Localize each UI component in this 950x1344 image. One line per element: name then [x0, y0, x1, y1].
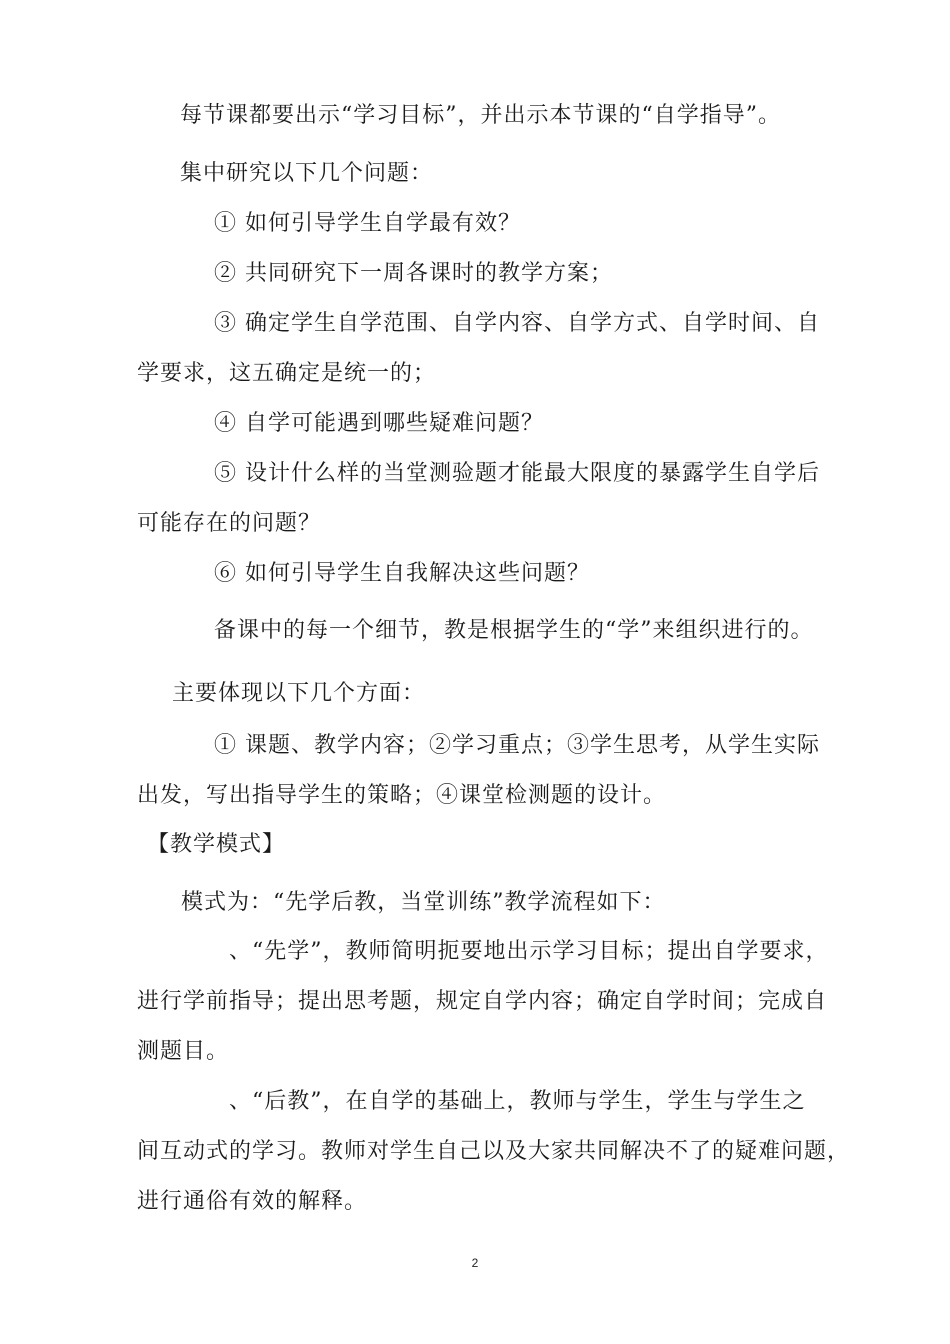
paragraph-line: 进行通俗有效的解释。 [137, 1189, 368, 1214]
paragraph-line: 主要体现以下几个方面： [172, 681, 426, 706]
section-heading: 【教学模式】 [147, 832, 286, 857]
paragraph-line: 模式为：“先学后教，当堂训练”教学流程如下： [181, 890, 666, 915]
paragraph-line: 可能存在的问题？ [137, 511, 322, 536]
paragraph-line: 、“后教”，在自学的基础上，教师与学生，学生与学生之 [229, 1089, 806, 1114]
paragraph-line: 每节课都要出示“学习目标”，并出示本节课的“自学指导”。 [180, 103, 781, 128]
page-number: 2 [471, 1256, 479, 1270]
paragraph-line: 集中研究以下几个问题： [180, 161, 434, 186]
list-item: ② 共同研究下一周各课时的教学方案； [214, 261, 613, 286]
list-item: ③ 确定学生自学范围、自学内容、自学方式、自学时间、自 [214, 311, 820, 336]
list-item: ① 课题、教学内容；②学习重点；③学生思考，从学生实际 [214, 733, 820, 758]
list-item: ⑥ 如何引导学生自我解决这些问题？ [214, 561, 590, 586]
paragraph-line: 测题目。 [137, 1039, 230, 1064]
list-item: ① 如何引导学生自学最有效？ [214, 211, 521, 236]
paragraph-line: 、“先学”，教师简明扼要地出示学习目标；提出自学要求， [229, 939, 829, 964]
paragraph-line: 学要求，这五确定是统一的； [137, 361, 437, 386]
paragraph-line: 备课中的每一个细节，教是根据学生的“学”来组织进行的。 [214, 618, 814, 643]
paragraph-line: 出发，写出指导学生的策略；④课堂检测题的设计。 [137, 783, 667, 808]
list-item: ④ 自学可能遇到哪些疑难问题？ [214, 411, 544, 436]
paragraph-line: 进行学前指导；提出思考题，规定自学内容；确定自学时间；完成自 [137, 989, 828, 1014]
list-item: ⑤ 设计什么样的当堂测验题才能最大限度的暴露学生自学后 [214, 461, 820, 486]
paragraph-line: 间互动式的学习。教师对学生自己以及大家共同解决不了的疑难问题， [137, 1139, 851, 1164]
